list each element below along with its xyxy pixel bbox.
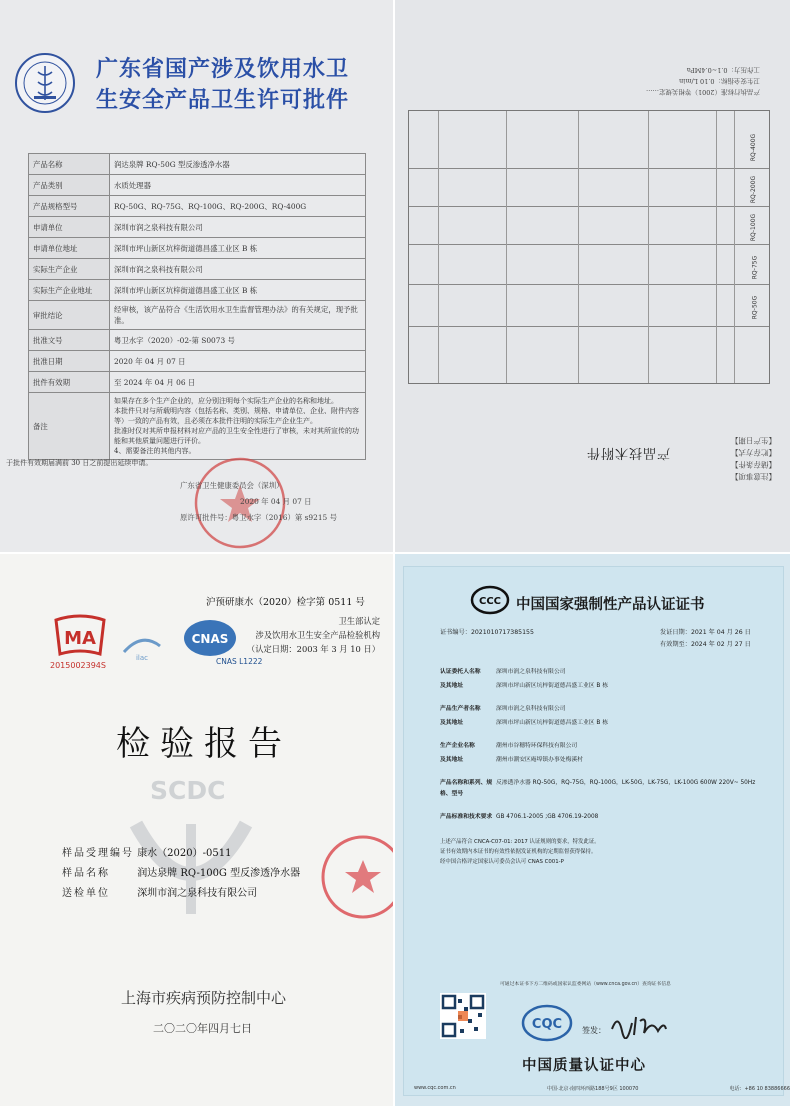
permit-row-value: 粤卫水字（2020）-02-第 S0073 号 — [110, 330, 366, 351]
field-label: 送检单位 — [62, 888, 110, 899]
field-label: 样品名称 — [62, 868, 110, 879]
report-organization: 上海市疾病预防控制中心 — [121, 989, 287, 1007]
field-value: 深圳市坪山新区坑梓街道德昌盛工业区 B 栋 — [496, 683, 609, 689]
report-field-row — [62, 844, 300, 864]
field-key: 及其地址 — [440, 683, 464, 689]
report-field-row — [62, 864, 300, 884]
field-value: GB 4706.1-2005 ;GB 4706.19-2008 — [496, 814, 599, 820]
permit-row — [29, 330, 366, 351]
schedule-col-divider — [716, 111, 717, 383]
cert-line: 卫生部认定 — [338, 616, 380, 626]
cert-field-row — [440, 681, 766, 692]
note-line: 本批件只对与所载明内容（包括名称、类别、规格、申请单位、企业、附件内容等）一致的产品有效，且必须在本批件注明的实际生产企业生产。 — [114, 407, 359, 425]
permit-row-value: 润达泉牌 RQ-50G 型反渗透净水器 — [110, 154, 366, 175]
svg-text:CCC: CCC — [478, 596, 502, 607]
field-key: 认证委托人名称 — [440, 669, 481, 675]
red-report-stamp-icon — [318, 832, 393, 922]
field-value: 潮州市潮安区庵埠镇办事处梅溪村 — [496, 757, 583, 763]
technical-schedule-document — [395, 0, 790, 552]
cert-line: 涉及饮用水卫生安全产品检验机构 — [255, 630, 380, 640]
permit-row-label: 产品规格型号 — [29, 196, 110, 217]
schedule-row-divider — [409, 284, 769, 285]
cert-field-row — [440, 667, 766, 678]
issue-date-line — [660, 627, 751, 636]
permit-sign-org: 广东省卫生健康委员会（深圳） — [180, 481, 284, 490]
schedule-col-divider — [578, 111, 579, 383]
permit-notes-row — [29, 393, 366, 460]
permit-signature-block — [180, 478, 337, 526]
valid-date: 2024 年 02 月 27 日 — [690, 641, 751, 648]
report-certification — [246, 614, 380, 656]
handwritten-signature-icon — [608, 1011, 670, 1039]
schedule-col-divider — [438, 111, 439, 383]
cnas-number: CNAS L1222 — [216, 657, 263, 666]
model-label: RQ-200G — [749, 175, 757, 204]
cert-field-row — [440, 704, 766, 715]
permit-row-value: RQ-50G、RQ-75G、RQ-100G、RQ-200G、RQ-400G — [110, 196, 366, 217]
model-label: RQ-50G — [751, 295, 759, 320]
permit-row-label: 实际生产企业 — [29, 259, 110, 280]
permit-row-label: 产品名称 — [29, 154, 110, 175]
permit-title — [96, 54, 349, 116]
schedule-stamp-lines — [731, 434, 776, 482]
permit-row-label: 批件有效期 — [29, 372, 110, 393]
schedule-row-divider — [409, 206, 769, 207]
permit-row-label: 申请单位地址 — [29, 238, 110, 259]
tail-line: 产品执行标准（2001）等相关规定…… — [645, 88, 760, 96]
tail-line: 工作压力：0.1~0.4MPa — [686, 66, 760, 74]
field-value: 康水（2020）-0511 — [137, 848, 232, 859]
permit-sign-date: 2020 年 04 月 07 日 — [240, 497, 312, 506]
permit-row — [29, 175, 366, 196]
cqc-logo-icon — [520, 1003, 574, 1043]
ilac-mra-logo-icon — [120, 628, 164, 664]
stamp-line: 【贮存方式】 — [731, 448, 776, 457]
permit-footer-note: 于批件有效期届满前 30 日之前提出延续申请。 — [6, 459, 153, 467]
qr-code-icon[interactable] — [440, 993, 486, 1039]
schedule-col-divider — [648, 111, 649, 383]
ccc-certificate-document — [395, 554, 790, 1106]
schedule-col-divider — [506, 111, 507, 383]
cert-line: （认定日期：2003 年 3 月 10 日） — [246, 644, 380, 654]
field-key: 及其地址 — [440, 720, 464, 726]
valid-date-label: 有效期至： — [660, 641, 691, 648]
permit-notes — [110, 393, 366, 460]
valid-date-line — [660, 639, 751, 648]
field-key: 生产企业名称 — [440, 743, 475, 749]
permit-sign-ref: 原许可批件号：粤卫水字（2016）第 s9215 号 — [180, 513, 337, 522]
permit-notes-label: 备注 — [29, 393, 110, 460]
field-value: 深圳市润之泉科技有限公司 — [496, 706, 566, 712]
field-key: 及其地址 — [440, 757, 464, 763]
note-line: 如果存在多个生产企业的，应分别注明每个实际生产企业的名称和地址。 — [114, 397, 338, 405]
permit-table — [28, 153, 366, 460]
stamp-line: 【注意事项】 — [731, 472, 776, 481]
svg-text:CNAS: CNAS — [191, 632, 229, 646]
schedule-row-divider — [409, 326, 769, 327]
certificate-statement — [440, 837, 600, 867]
note-line: 4、需要备注的其他内容。 — [114, 447, 196, 455]
permit-row-value: 深圳市润之泉科技有限公司 — [110, 259, 366, 280]
permit-row-label: 实际生产企业地址 — [29, 280, 110, 301]
scdc-watermark: SCDC — [150, 776, 226, 805]
field-key: 产品生产者名称 — [440, 706, 481, 712]
issue-date-label: 发证日期： — [660, 629, 691, 636]
cert-field-row — [440, 812, 766, 823]
schedule-col-divider — [734, 111, 735, 383]
permit-row-value: 2020 年 04 月 07 日 — [110, 351, 366, 372]
stamp-line: 【储存条件】 — [731, 460, 776, 469]
report-field-row — [62, 884, 300, 904]
inspection-report-document — [0, 554, 393, 1106]
issue-date: 2021 年 04 月 26 日 — [690, 629, 751, 636]
svg-text:MA: MA — [64, 628, 96, 649]
svg-text:CQC: CQC — [531, 1017, 563, 1032]
tail-line: 卫生安全指标：0.10 L/min — [679, 77, 760, 85]
model-label: RQ-75G — [751, 255, 759, 280]
svg-text:ilac: ilac — [135, 654, 149, 662]
stamp-line: 【生产日期】 — [731, 436, 776, 445]
model-label: RQ-100G — [749, 213, 757, 242]
permit-row — [29, 301, 366, 330]
footer-address: 中国·北京·南四环西路188号9区 100070 — [546, 1086, 639, 1092]
rotated-page — [395, 0, 790, 552]
ccc-logo-icon — [470, 585, 510, 615]
certificate-background — [403, 566, 790, 1096]
statement-line: 上述产品符合 CNCA-C07-01: 2017 认证规则的要求，特发此证。 — [440, 839, 600, 845]
report-date: 二〇二〇年四月七日 — [153, 1022, 252, 1035]
field-value: 深圳市润之泉科技有限公司 — [137, 888, 258, 899]
verify-note: 可通过本证书下方二维码或国家认监委网站（www.cnca.gov.cn）查询证书信息 — [500, 982, 671, 987]
cma-number: 2015002394S — [50, 661, 106, 670]
field-value: 潮州市谷穗特环保科技有限公司 — [496, 743, 578, 749]
permit-row — [29, 154, 366, 175]
permit-row-label: 批准日期 — [29, 351, 110, 372]
field-value: 润达泉牌 RQ-100G 型反渗透净水器 — [137, 868, 301, 879]
signature-label: 签发： — [582, 1026, 606, 1035]
certificate-title: 中国国家强制性产品认证证书 — [516, 597, 705, 613]
permit-title-line2: 生安全产品卫生许可批件 — [96, 87, 350, 113]
cert-field-row — [440, 718, 766, 729]
model-label: RQ-400G — [749, 133, 757, 162]
cert-number: 2021010717385155 — [470, 629, 534, 636]
cert-field-row — [440, 741, 766, 752]
schedule-row-divider — [409, 244, 769, 245]
footer-website[interactable]: www.cqc.com.cn — [414, 1085, 456, 1091]
hygiene-permit-document — [0, 0, 393, 552]
permit-row — [29, 280, 366, 301]
permit-row — [29, 372, 366, 393]
health-commission-emblem-icon — [14, 52, 76, 114]
permit-row-value: 深圳市润之泉科技有限公司 — [110, 217, 366, 238]
permit-row-value: 水质处理器 — [110, 175, 366, 196]
permit-row-label: 审批结论 — [29, 301, 110, 330]
cert-number-line — [440, 627, 534, 636]
cert-field-row — [440, 778, 766, 800]
permit-row — [29, 351, 366, 372]
cqc-organization: 中国质量认证中心 — [522, 1058, 646, 1074]
report-title: 检验报告 — [116, 724, 292, 764]
schedule-row-divider — [409, 168, 769, 169]
permit-row-value: 经审核，该产品符合《生活饮用水卫生监督管理办法》的有关规定，现予批准。 — [110, 301, 366, 330]
permit-row-label: 申请单位 — [29, 217, 110, 238]
field-value: 反渗透净水器 RQ-50G，RQ-75G，RQ-100G，LK-50G，LK-75G，LK-100G 600W 220V~ 50Hz — [496, 780, 756, 786]
schedule-table — [408, 110, 770, 384]
field-value: 深圳市润之泉科技有限公司 — [496, 669, 566, 675]
permit-title-line1: 广东省国产涉及饮用水卫 — [96, 56, 350, 82]
certificate-footer — [414, 1085, 790, 1092]
field-label: 样品受理编号 — [62, 848, 134, 859]
field-key: 产品标准和技术要求 — [440, 814, 493, 820]
schedule-tail-text — [646, 64, 760, 97]
cert-number-label: 证书编号： — [440, 629, 471, 636]
note-line: 批准时仅对其所申报材料对应产品的卫生安全性进行了审核，未对其所宣传的功能和其他质量问题进行评价。 — [114, 427, 359, 445]
statement-line: 证书有效期内本证书的有效性依据发证机构的定期监督获得保持。 — [440, 849, 597, 855]
report-number: 沪预研康水（2020）检字第 0511 号 — [206, 597, 365, 608]
field-value: 深圳市坪山新区坑梓街道德昌盛工业区 B 栋 — [496, 720, 609, 726]
permit-row-value: 深圳市坪山新区坑梓街道德昌盛工业区 B 栋 — [110, 280, 366, 301]
permit-row — [29, 238, 366, 259]
permit-row — [29, 217, 366, 238]
permit-row-label: 批准文号 — [29, 330, 110, 351]
schedule-headline: 产品技术附件 — [585, 445, 670, 460]
permit-row-value: 至 2024 年 04 月 06 日 — [110, 372, 366, 393]
cert-field-row — [440, 755, 766, 766]
statement-line: 经中国合格评定国家认可委员会认可 CNAS C001-P — [440, 859, 564, 865]
certificate-fields — [440, 667, 766, 826]
permit-row — [29, 259, 366, 280]
footer-phone: 电话：+86 10 83886666 — [729, 1086, 790, 1092]
cma-logo-icon — [50, 614, 110, 658]
field-key: 产品名称和系列、规格、型号 — [440, 780, 493, 797]
permit-row-value: 深圳市坪山新区坑梓街道德昌盛工业区 B 栋 — [110, 238, 366, 259]
permit-row — [29, 196, 366, 217]
permit-row-label: 产品类别 — [29, 175, 110, 196]
report-fields — [62, 844, 300, 904]
